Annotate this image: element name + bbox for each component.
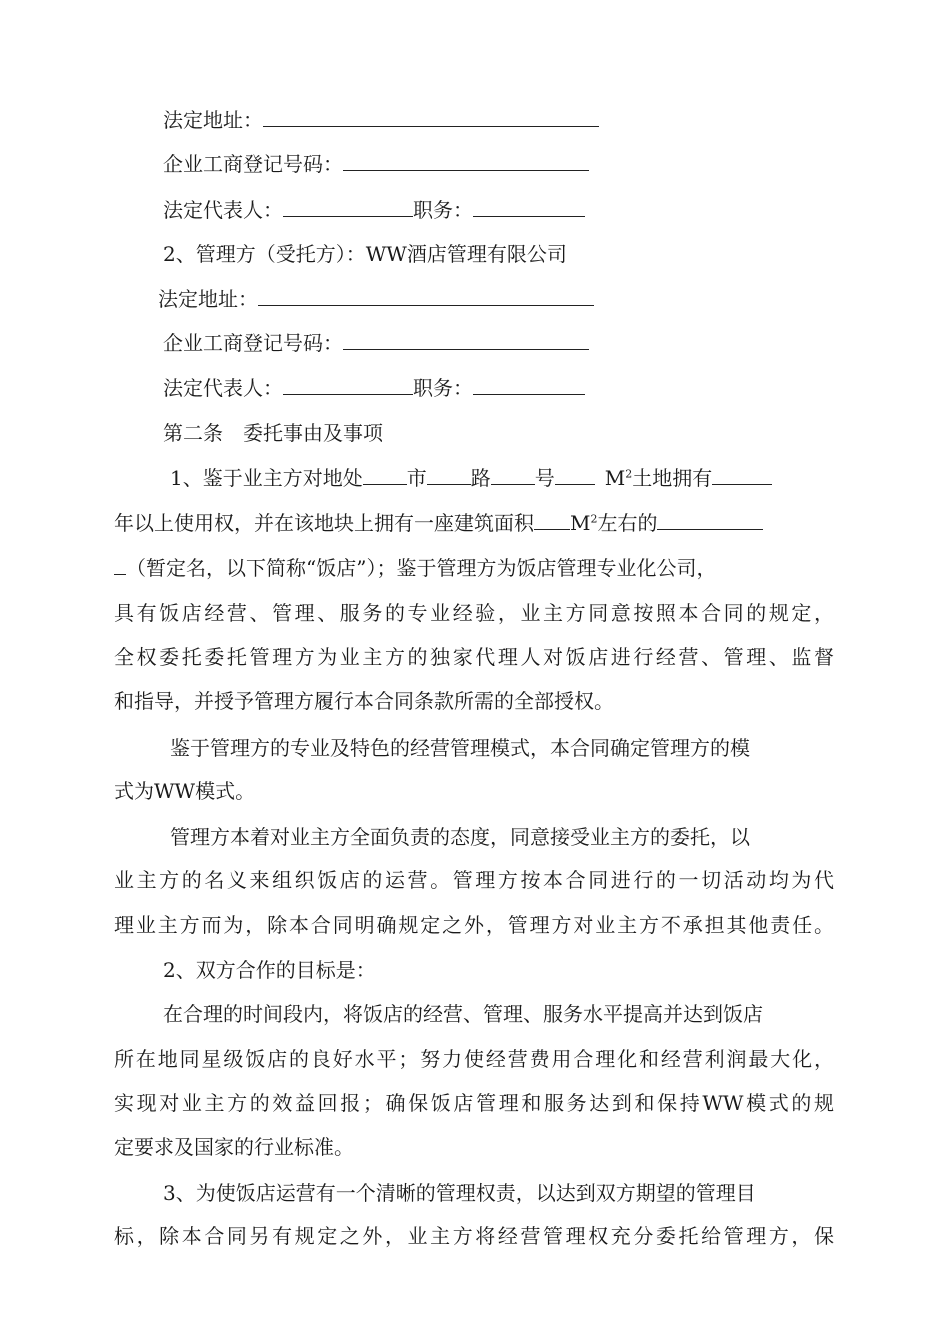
land-unit-sup: 2 — [625, 467, 633, 481]
city-label: 市 — [406, 466, 427, 490]
hotel-name-field[interactable] — [657, 511, 763, 530]
party-b-registration-field[interactable] — [343, 331, 589, 350]
land-area-field[interactable] — [555, 466, 595, 485]
party-b-title-label: 职务： — [413, 376, 473, 400]
building-unit: M — [570, 511, 591, 535]
party-a-rep-label: 法定代表人： — [163, 198, 283, 222]
item-2-line-2: 所在地同星级饭店的良好水平；努力使经营费用合理化和经营利润最大化， — [114, 1047, 834, 1071]
land-unit: M — [604, 466, 626, 490]
item-1-text-c: 年以上使用权，并在该地块上拥有一座建筑面积 — [114, 511, 534, 535]
party-a-title-label: 职务： — [413, 198, 473, 222]
number-label: 号 — [534, 466, 555, 490]
para-3-line-1: 管理方本着对业主方全面负责的态度，同意接受业主方的委托，以 — [170, 825, 750, 849]
party-b-rep-field[interactable] — [283, 376, 413, 395]
party-a-address — [163, 108, 599, 132]
item-1-line-2 — [114, 511, 763, 535]
para-2-line-2: 式为WW模式。 — [114, 779, 256, 803]
party-b-address-field[interactable] — [258, 287, 594, 306]
party-b-address — [158, 287, 594, 311]
hotel-name-field-cont[interactable] — [114, 556, 126, 575]
item-2-line-4: 定要求及国家的行业标准。 — [114, 1135, 354, 1159]
party-a-rep-field[interactable] — [283, 198, 413, 217]
para-3-line-2: 业主方的名义来组织饭店的运营。管理方按本合同进行的一切活动均为代 — [114, 868, 834, 892]
party-a-registration-field[interactable] — [343, 152, 589, 171]
item-1-line-3 — [114, 556, 716, 580]
item-1-line-1 — [170, 466, 772, 490]
item-1-text-e: （暂定名，以下简称“饭店”）；鉴于管理方为饭店管理专业化公司， — [126, 556, 717, 580]
building-area-field[interactable] — [534, 511, 570, 530]
item-1-line-5: 全权委托委托管理方为业主方的独家代理人对饭店进行经营、管理、监督 — [114, 645, 834, 669]
party-b-address-label: 法定地址： — [158, 287, 258, 311]
item-1-text-b: 土地拥有 — [632, 466, 713, 490]
road-field[interactable] — [427, 466, 471, 485]
item-3-line-2: 标，除本合同另有规定之外，业主方将经营管理权充分委托给管理方，保 — [114, 1224, 834, 1248]
item-1-line-6: 和指导，并授予管理方履行本合同条款所需的全部授权。 — [114, 689, 614, 713]
party-a-title-field[interactable] — [473, 198, 585, 217]
years-field[interactable] — [712, 466, 772, 485]
number-field[interactable] — [491, 466, 535, 485]
item-1-line-4: 具有饭店经营、管理、服务的专业经验，业主方同意按照本合同的规定， — [114, 601, 834, 625]
item-2-line-3: 实现对业主方的效益回报；确保饭店管理和服务达到和保持WW模式的规 — [114, 1091, 834, 1115]
item-2-line-1: 在合理的时间段内，将饭店的经营、管理、服务水平提高并达到饭店 — [163, 1002, 763, 1026]
party-b-registration — [163, 331, 589, 355]
party-a-address-field[interactable] — [263, 108, 599, 127]
item-2-heading: 2、双方合作的目标是： — [163, 958, 376, 982]
item-1-text-d: 左右的 — [597, 511, 658, 535]
para-3-line-3: 理业主方而为，除本合同明确规定之外，管理方对业主方不承担其他责任。 — [114, 913, 834, 937]
party-a-registration-label: 企业工商登记号码： — [163, 152, 343, 176]
para-2-line-1: 鉴于管理方的专业及特色的经营管理模式，本合同确定管理方的模 — [170, 736, 750, 760]
party-b-heading: 2、管理方（受托方）：WW酒店管理有限公司 — [163, 242, 567, 266]
city-field[interactable] — [363, 466, 407, 485]
item-1-text-a: 1、鉴于业主方对地处 — [170, 466, 363, 490]
party-b-title-field[interactable] — [473, 376, 585, 395]
item-3-line-1: 3、为使饭店运营有一个清晰的管理权责，以达到双方期望的管理目 — [163, 1181, 756, 1205]
party-b-rep-label: 法定代表人： — [163, 376, 283, 400]
road-label: 路 — [470, 466, 491, 490]
party-a-representative — [163, 198, 585, 222]
party-b-registration-label: 企业工商登记号码： — [163, 331, 343, 355]
article-2-heading: 第二条 委托事由及事项 — [163, 421, 383, 445]
party-a-address-label: 法定地址： — [163, 108, 263, 132]
building-unit-sup: 2 — [590, 512, 598, 526]
party-b-representative — [163, 376, 585, 400]
party-a-registration — [163, 152, 589, 176]
